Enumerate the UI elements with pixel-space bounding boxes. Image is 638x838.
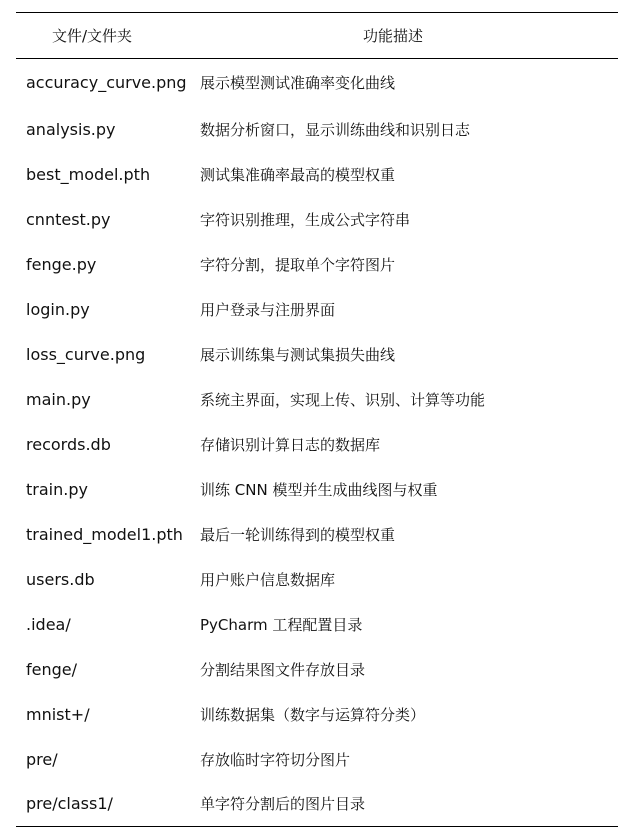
file-name-cell: cnntest.py bbox=[26, 209, 111, 229]
description-cell: 训练数据集（数字与运算符分类） bbox=[200, 705, 426, 724]
file-description-table bbox=[16, 12, 618, 827]
file-name-cell: login.py bbox=[26, 299, 90, 319]
description-cell: 系统主界面，实现上传、识别、计算等功能 bbox=[200, 390, 486, 409]
table-row bbox=[16, 152, 618, 197]
file-name-cell: accuracy_curve.png bbox=[26, 73, 187, 93]
file-name-cell: trained_model1.pth bbox=[26, 524, 183, 544]
table-row bbox=[16, 782, 618, 827]
table-row bbox=[16, 467, 618, 512]
table-row bbox=[16, 647, 618, 692]
table-row bbox=[16, 59, 618, 107]
table-row bbox=[16, 512, 618, 557]
description-cell: 单字符分割后的图片目录 bbox=[168, 782, 618, 827]
header-row bbox=[16, 13, 618, 59]
file-name-cell: pre/class1/ bbox=[16, 782, 168, 827]
file-name-cell: best_model.pth bbox=[26, 164, 151, 184]
table-row bbox=[16, 287, 618, 332]
file-name-cell: users.db bbox=[26, 569, 95, 589]
header-description: 功能描述 bbox=[168, 13, 618, 59]
file-name-cell: main.py bbox=[26, 389, 91, 409]
file-name-cell: train.py bbox=[26, 479, 88, 499]
table-row bbox=[16, 692, 618, 737]
description-cell: PyCharm 工程配置目录 bbox=[200, 615, 363, 634]
description-cell: 存储识别计算日志的数据库 bbox=[200, 435, 381, 454]
file-name-cell: analysis.py bbox=[26, 119, 116, 139]
description-cell: 测试集准确率最高的模型权重 bbox=[200, 165, 396, 184]
table-row bbox=[16, 377, 618, 422]
table-row bbox=[16, 332, 618, 377]
file-name-cell: fenge/ bbox=[26, 659, 78, 679]
table-row bbox=[16, 107, 618, 152]
description-cell: 训练 CNN 模型并生成曲线图与权重 bbox=[200, 480, 438, 499]
description-cell: 展示模型测试准确率变化曲线 bbox=[200, 74, 396, 93]
description-cell: 最后一轮训练得到的模型权重 bbox=[200, 525, 396, 544]
file-name-cell: records.db bbox=[26, 434, 111, 454]
table-row bbox=[16, 197, 618, 242]
description-cell: 分割结果图文件存放目录 bbox=[200, 660, 366, 679]
description-cell: 数据分析窗口，显示训练曲线和识别日志 bbox=[200, 120, 471, 139]
table-header bbox=[16, 13, 618, 59]
file-name-cell: fenge.py bbox=[26, 254, 97, 274]
description-cell: 字符识别推理，生成公式字符串 bbox=[200, 210, 411, 229]
description-cell: 存放临时字符切分图片 bbox=[200, 750, 351, 769]
table-row bbox=[16, 422, 618, 467]
table-row bbox=[16, 602, 618, 647]
description-cell: 展示训练集与测试集损失曲线 bbox=[200, 345, 396, 364]
table-row bbox=[16, 737, 618, 782]
table-row bbox=[16, 557, 618, 602]
description-cell: 用户登录与注册界面 bbox=[200, 300, 336, 319]
file-name-cell: mnist+/ bbox=[26, 704, 90, 724]
header-file: 文件/文件夹 bbox=[16, 13, 168, 59]
file-name-cell: loss_curve.png bbox=[26, 344, 146, 364]
description-cell: 用户账户信息数据库 bbox=[200, 570, 336, 589]
description-cell: 字符分割，提取单个字符图片 bbox=[200, 255, 396, 274]
table-body bbox=[16, 59, 618, 827]
file-name-cell: .idea/ bbox=[26, 614, 71, 634]
table-row bbox=[16, 242, 618, 287]
file-name-cell: pre/ bbox=[26, 749, 58, 769]
